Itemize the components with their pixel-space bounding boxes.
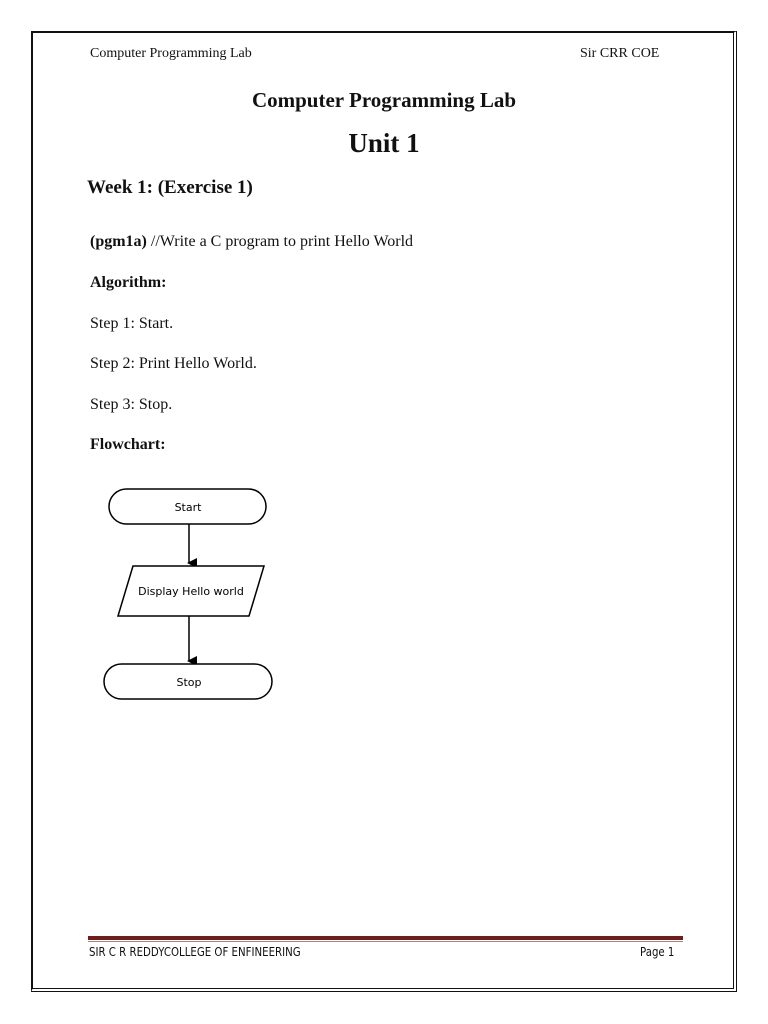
week-heading: Week 1: (Exercise 1) [87, 177, 253, 198]
start-label: Start [174, 501, 202, 514]
footer-college: SIR C R REDDYCOLLEGE OF ENFINEERING [89, 945, 301, 959]
footer-rule-thin [88, 941, 683, 942]
step-1: Step 1: Start. [90, 315, 174, 332]
stop-label: Stop [176, 676, 202, 689]
program-id: (pgm1a) [90, 233, 147, 250]
algorithm-heading: Algorithm: [90, 274, 167, 291]
unit-title: Unit 1 [348, 128, 420, 158]
footer-page-number: Page 1 [640, 945, 675, 959]
program-text: //Write a C program to print Hello World [146, 233, 414, 250]
footer-rule [88, 936, 683, 940]
document-title: Computer Programming Lab [251, 88, 517, 112]
step-3: Step 3: Stop. [90, 396, 173, 413]
flowchart-heading: Flowchart: [90, 436, 166, 453]
header-right: Sir CRR COE [580, 46, 660, 61]
step-2: Step 2: Print Hello World. [90, 355, 257, 372]
display-label: Display Hello world [138, 585, 244, 598]
header-left: Computer Programming Lab [90, 46, 252, 61]
